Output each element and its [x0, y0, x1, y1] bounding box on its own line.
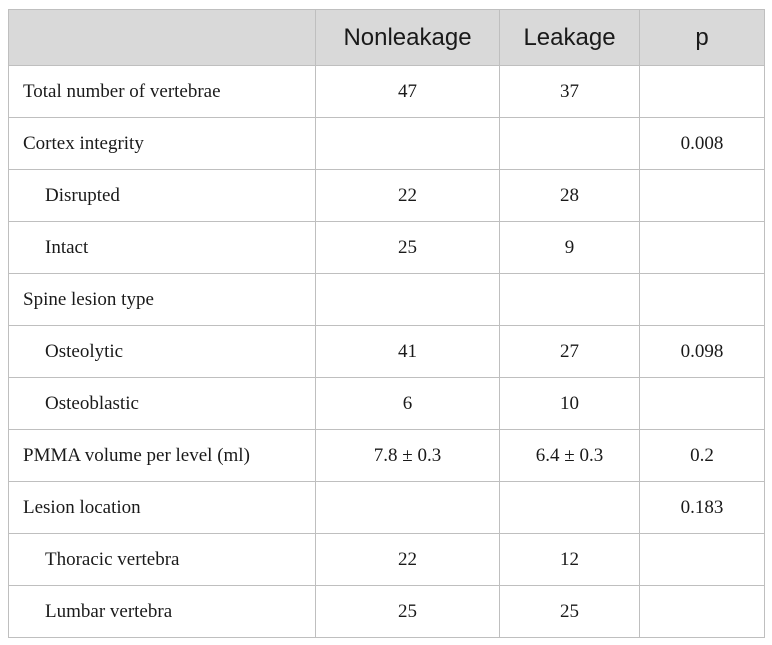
p-value-cell: 0.098 [640, 326, 765, 378]
table-row [9, 170, 765, 222]
table-row [9, 118, 765, 170]
table-row [9, 586, 765, 638]
header-p: p [640, 10, 765, 66]
row-label: Spine lesion type [9, 274, 316, 326]
nonleakage-cell: 22 [316, 170, 500, 222]
header-blank [9, 10, 316, 66]
row-label: Osteolytic [9, 326, 316, 378]
nonleakage-cell: 25 [316, 222, 500, 274]
nonleakage-cell: 41 [316, 326, 500, 378]
nonleakage-cell: 47 [316, 66, 500, 118]
leakage-cell: 27 [500, 326, 640, 378]
table-row [9, 430, 765, 482]
leakage-cell [500, 118, 640, 170]
p-value-cell: 0.008 [640, 118, 765, 170]
nonleakage-cell: 6 [316, 378, 500, 430]
p-value-cell [640, 66, 765, 118]
leakage-comparison-table [8, 9, 765, 638]
table-row [9, 326, 765, 378]
p-value-cell [640, 222, 765, 274]
leakage-cell: 25 [500, 586, 640, 638]
nonleakage-cell: 22 [316, 534, 500, 586]
row-label: Lesion location [9, 482, 316, 534]
table-header [9, 10, 765, 66]
p-value-cell [640, 378, 765, 430]
row-label: Total number of vertebrae [9, 66, 316, 118]
p-value-cell [640, 534, 765, 586]
table-row [9, 66, 765, 118]
row-label: Cortex integrity [9, 118, 316, 170]
table-row [9, 274, 765, 326]
nonleakage-cell: 7.8 ± 0.3 [316, 430, 500, 482]
table-row [9, 482, 765, 534]
row-label: Lumbar vertebra [9, 586, 316, 638]
p-value-cell [640, 170, 765, 222]
row-label: PMMA volume per level (ml) [9, 430, 316, 482]
table-row [9, 534, 765, 586]
table-row [9, 222, 765, 274]
row-label: Osteoblastic [9, 378, 316, 430]
leakage-cell [500, 274, 640, 326]
p-value-cell: 0.183 [640, 482, 765, 534]
leakage-cell: 10 [500, 378, 640, 430]
leakage-cell: 28 [500, 170, 640, 222]
nonleakage-cell [316, 482, 500, 534]
leakage-cell [500, 482, 640, 534]
leakage-cell: 12 [500, 534, 640, 586]
row-label: Thoracic vertebra [9, 534, 316, 586]
nonleakage-cell: 25 [316, 586, 500, 638]
leakage-cell: 6.4 ± 0.3 [500, 430, 640, 482]
p-value-cell [640, 586, 765, 638]
table-row [9, 378, 765, 430]
leakage-cell: 9 [500, 222, 640, 274]
leakage-cell: 37 [500, 66, 640, 118]
nonleakage-cell [316, 274, 500, 326]
nonleakage-cell [316, 118, 500, 170]
header-row [9, 10, 765, 66]
p-value-cell: 0.2 [640, 430, 765, 482]
p-value-cell [640, 274, 765, 326]
header-nonleakage: Nonleakage [316, 10, 500, 66]
table-body [9, 66, 765, 638]
row-label: Disrupted [9, 170, 316, 222]
header-leakage: Leakage [500, 10, 640, 66]
row-label: Intact [9, 222, 316, 274]
